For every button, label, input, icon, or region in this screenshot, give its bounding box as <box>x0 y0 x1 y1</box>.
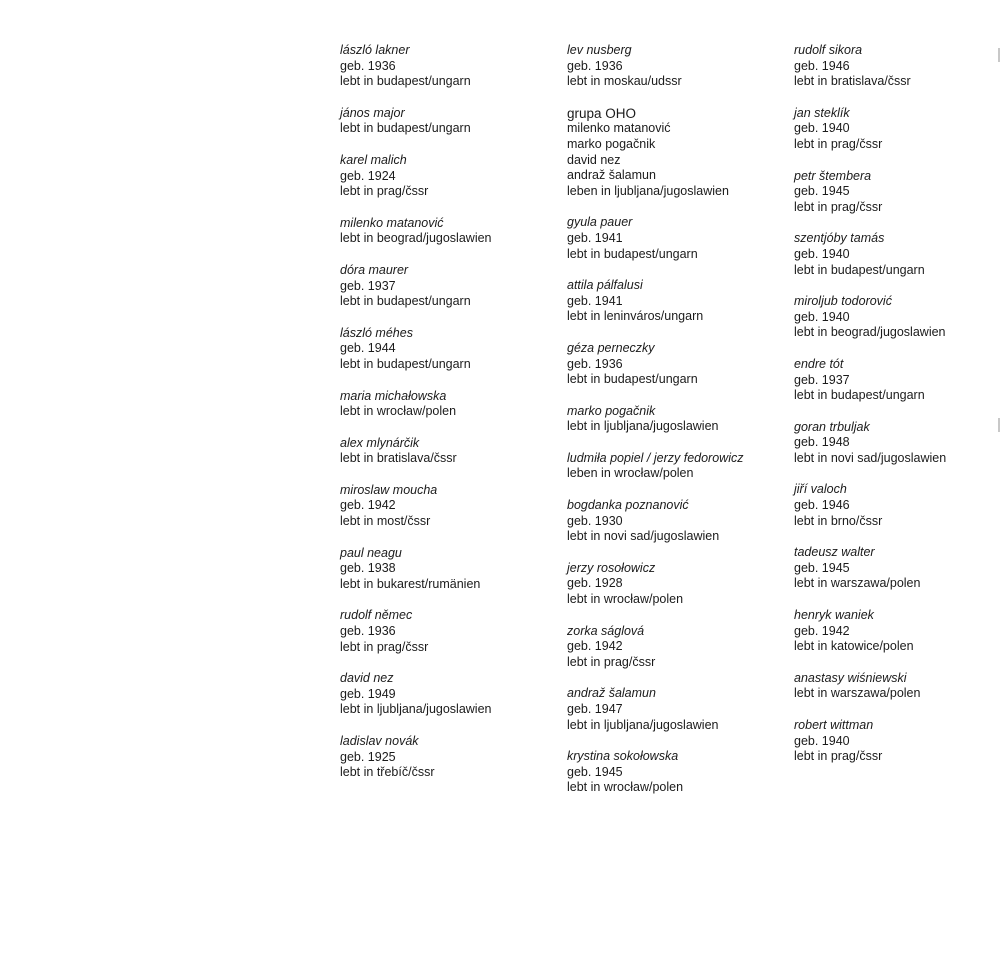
artist-detail-line: lebt in budapest/ungarn <box>340 74 471 89</box>
artist-detail-line: geb. 1948 <box>794 435 850 450</box>
artist-detail-line: david nez <box>567 152 621 167</box>
artist-detail-line: lebt in brno/čssr <box>794 513 883 528</box>
artist-name: maria michałowska <box>340 388 447 403</box>
artist-name: endre tót <box>794 356 844 371</box>
artist-detail-line: geb. 1949 <box>340 686 396 701</box>
artist-detail-line: lebt in ljubljana/jugoslawien <box>567 419 719 434</box>
artist-name: jiří valoch <box>794 482 847 497</box>
artist-detail-line: geb. 1937 <box>340 278 396 293</box>
artist-detail-line: geb. 1936 <box>340 58 396 73</box>
artist-entry <box>567 106 782 200</box>
artist-entry <box>340 483 555 530</box>
artist-entry <box>794 169 1000 216</box>
artist-detail-line: geb. 1941 <box>567 293 623 308</box>
artist-entry <box>794 357 1000 404</box>
artist-detail-line: lebt in prag/čssr <box>567 654 656 669</box>
artist-name: rudolf němec <box>340 608 413 623</box>
artist-detail-line: lebt in bratislava/čssr <box>340 451 457 466</box>
artist-name: bogdanka poznanović <box>567 498 689 513</box>
artist-detail-line: geb. 1940 <box>794 246 850 261</box>
artist-name: attila pálfalusi <box>567 278 643 293</box>
artist-entry <box>794 545 1000 592</box>
artist-detail-line: lebt in bratislava/čssr <box>794 74 911 89</box>
artist-name: szentjóby tamás <box>794 231 885 246</box>
artist-detail-line: lebt in leninváros/ungarn <box>567 309 704 324</box>
artist-detail-line: lebt in prag/čssr <box>340 184 429 199</box>
artist-name: petr štembera <box>794 168 872 183</box>
artist-entry <box>340 106 555 137</box>
artist-entry <box>567 43 782 90</box>
artist-name: anastasy wiśniewski <box>794 670 907 685</box>
artist-entry <box>567 451 782 482</box>
artist-detail-line: geb. 1944 <box>340 341 396 356</box>
artist-name: rudolf sikora <box>794 43 863 57</box>
artist-entry <box>794 231 1000 278</box>
artist-detail-line: geb. 1936 <box>340 624 396 639</box>
artist-name: henryk waniek <box>794 608 874 623</box>
artist-detail-line: andraž šalamun <box>567 168 656 183</box>
artist-detail-line: lebt in budapest/ungarn <box>340 356 471 371</box>
artist-entry <box>567 749 782 796</box>
artist-detail-line: geb. 1942 <box>794 623 850 638</box>
artist-name: alex mlynárčik <box>340 435 420 450</box>
artist-name: ladislav novák <box>340 734 419 748</box>
artist-detail-line: geb. 1945 <box>794 560 850 575</box>
artist-name: david nez <box>340 671 394 686</box>
artist-detail-line: lebt in budapest/ungarn <box>340 294 471 309</box>
artist-detail-line: lebt in wrocław/polen <box>567 592 684 607</box>
artist-entry <box>340 216 555 247</box>
artist-detail-line: lebt in budapest/ungarn <box>794 388 925 403</box>
artist-detail-line: milenko matanović <box>567 121 671 136</box>
artist-entry <box>340 263 555 310</box>
artist-detail-line: marko pogačnik <box>567 136 656 151</box>
artist-detail-line: geb. 1940 <box>794 309 850 324</box>
artist-name: jan steklík <box>794 105 850 120</box>
artist-name: goran trbuljak <box>794 419 870 434</box>
artist-detail-line: lebt in budapest/ungarn <box>794 262 925 277</box>
artist-detail-line: lebt in novi sad/jugoslawien <box>567 529 720 544</box>
artist-detail-line: geb. 1945 <box>567 764 623 779</box>
artist-name: robert wittman <box>794 718 874 732</box>
artist-entry <box>794 106 1000 153</box>
artist-name: dóra maurer <box>340 262 409 277</box>
artist-detail-line: geb. 1946 <box>794 58 850 73</box>
artist-column-3 <box>794 43 1000 781</box>
artist-entry <box>794 608 1000 655</box>
artist-column-2 <box>567 43 782 812</box>
artist-name: ludmiła popiel / jerzy fedorowicz <box>567 450 744 465</box>
artist-name: jános major <box>340 105 405 120</box>
artist-detail-line: lebt in warszawa/polen <box>794 686 921 701</box>
artist-detail-line: lebt in ljubljana/jugoslawien <box>340 702 492 717</box>
artist-entry <box>567 341 782 388</box>
artist-name: milenko matanović <box>340 215 444 230</box>
artist-detail-line: geb. 1942 <box>567 639 623 654</box>
artist-detail-line: geb. 1940 <box>794 121 850 136</box>
artist-detail-line: lebt in bukarest/rumänien <box>340 576 481 591</box>
artist-detail-line: lebt in wrocław/polen <box>567 780 684 795</box>
artist-detail-line: geb. 1942 <box>340 498 396 513</box>
artist-detail-line: leben in wrocław/polen <box>567 466 694 481</box>
artist-name: lev nusberg <box>567 43 632 57</box>
artist-name: paul neagu <box>340 545 402 560</box>
artist-detail-line: geb. 1947 <box>567 702 623 716</box>
artist-entry <box>794 294 1000 341</box>
artist-detail-line: lebt in beograd/jugoslawien <box>794 325 946 340</box>
artist-entry <box>567 624 782 671</box>
artist-detail-line: lebt in beograd/jugoslawien <box>340 231 492 246</box>
artist-name: tadeusz walter <box>794 545 875 560</box>
artist-detail-line: lebt in warszawa/polen <box>794 576 921 591</box>
artist-entry <box>567 278 782 325</box>
artist-name: géza perneczky <box>567 340 655 355</box>
artist-entry <box>794 482 1000 529</box>
artist-detail-line: geb. 1938 <box>340 561 396 576</box>
artist-entry <box>567 686 782 733</box>
artist-name: gyula pauer <box>567 215 633 230</box>
artist-detail-line: lebt in ljubljana/jugoslawien <box>567 717 719 732</box>
artist-entry <box>567 404 782 435</box>
artist-entry <box>340 546 555 593</box>
artist-name: jerzy rosołowicz <box>567 560 656 575</box>
artist-detail-line: geb. 1936 <box>567 356 623 371</box>
artist-detail-line: lebt in budapest/ungarn <box>340 121 471 136</box>
artist-detail-line: leben in ljubljana/jugoslawien <box>567 183 729 198</box>
artist-entry <box>340 153 555 200</box>
artist-entry <box>794 671 1000 702</box>
artist-detail-line: geb. 1930 <box>567 513 623 528</box>
artist-entry <box>340 436 555 467</box>
group-title: grupa OHO <box>567 105 637 121</box>
artist-entry <box>340 43 555 90</box>
artist-detail-line: lebt in most/čssr <box>340 514 431 529</box>
artist-entry <box>794 718 1000 765</box>
artist-detail-line: lebt in prag/čssr <box>794 199 883 214</box>
artist-detail-line: lebt in prag/čssr <box>794 749 883 764</box>
artist-entry <box>340 608 555 655</box>
artist-detail-line: geb. 1924 <box>340 168 396 183</box>
artist-entry <box>567 215 782 262</box>
artist-detail-line: geb. 1945 <box>794 184 850 199</box>
artist-name: lászló lakner <box>340 43 410 57</box>
artist-detail-line: lebt in prag/čssr <box>794 136 883 151</box>
artist-column-1 <box>340 43 555 797</box>
artist-entry <box>340 389 555 420</box>
artist-name: zorka ságlová <box>567 623 645 638</box>
artist-detail-line: geb. 1946 <box>794 498 850 513</box>
artist-entry <box>340 326 555 373</box>
artist-name: miroslaw moucha <box>340 482 438 497</box>
artist-detail-line: lebt in prag/čssr <box>340 639 429 654</box>
artist-name: marko pogačnik <box>567 403 656 418</box>
artist-entry <box>794 43 1000 90</box>
artist-detail-line: geb. 1928 <box>567 576 623 591</box>
artist-entry <box>567 561 782 608</box>
artist-name: miroljub todorović <box>794 294 892 309</box>
artist-detail-line: lebt in budapest/ungarn <box>567 246 698 261</box>
artist-name: lászló méhes <box>340 325 413 340</box>
artist-detail-line: geb. 1941 <box>567 230 623 245</box>
artist-name: krystina sokołowska <box>567 749 679 764</box>
artist-detail-line: geb. 1936 <box>567 58 623 73</box>
artist-detail-line: lebt in třebíč/čssr <box>340 765 435 780</box>
artist-detail-line: lebt in katowice/polen <box>794 639 914 654</box>
artist-detail-line: lebt in novi sad/jugoslawien <box>794 450 947 465</box>
artist-entry <box>794 420 1000 467</box>
artist-detail-line: geb. 1937 <box>794 372 850 387</box>
artist-detail-line: lebt in wrocław/polen <box>340 404 457 419</box>
artist-entry <box>340 671 555 718</box>
artist-detail-line: lebt in budapest/ungarn <box>567 372 698 387</box>
artist-name: andraž šalamun <box>567 686 656 701</box>
artist-name: karel malich <box>340 152 407 167</box>
artist-detail-line: geb. 1925 <box>340 749 396 764</box>
artist-entry <box>340 734 555 781</box>
artist-entry <box>567 498 782 545</box>
artist-detail-line: geb. 1940 <box>794 733 850 748</box>
artist-detail-line: lebt in moskau/udssr <box>567 74 682 89</box>
